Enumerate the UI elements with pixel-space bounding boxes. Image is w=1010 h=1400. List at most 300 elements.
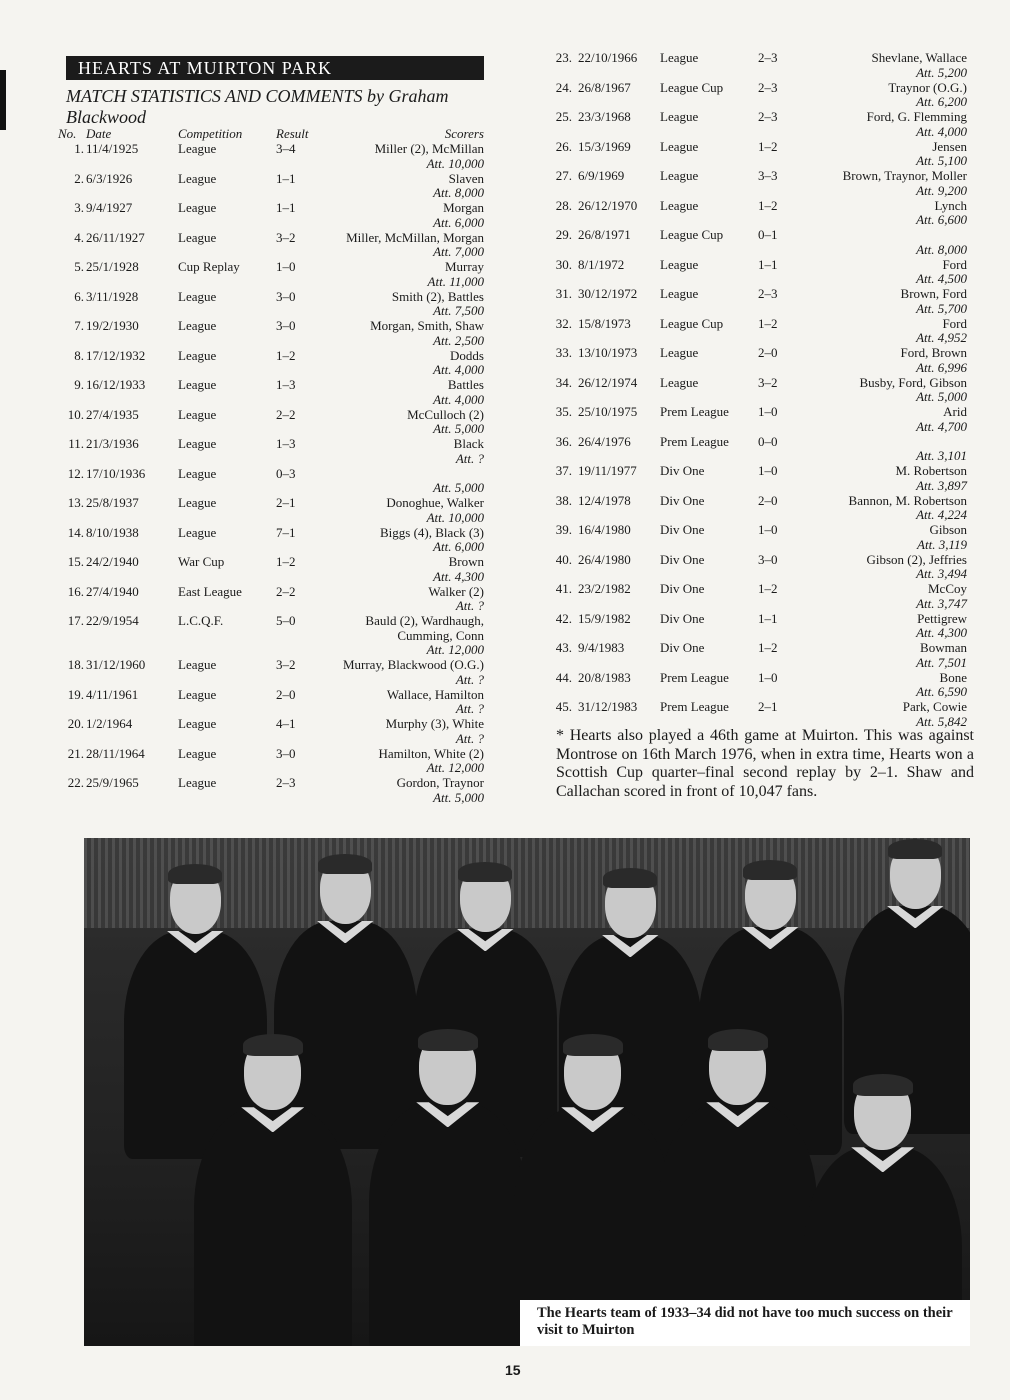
match-date: 25/9/1965 — [86, 775, 139, 791]
table-row — [58, 467, 488, 497]
match-number: 23. — [555, 50, 572, 65]
match-result: 1–1 — [276, 170, 296, 186]
match-attendance: Att. 4,000 — [433, 391, 484, 407]
match-result: 1–2 — [758, 197, 778, 213]
match-competition: League — [178, 170, 217, 186]
match-number: 37. — [555, 463, 572, 478]
match-date: 1/2/1964 — [86, 716, 133, 732]
match-attendance: Att. 9,200 — [916, 182, 967, 198]
match-number: 8. — [74, 347, 84, 363]
match-attendance: Att. 7,500 — [433, 303, 484, 319]
match-attendance: Att. 4,700 — [916, 418, 967, 434]
table-row — [58, 555, 488, 585]
match-number: 32. — [555, 315, 572, 331]
match-date: 16/12/1933 — [86, 377, 146, 392]
match-date: 20/8/1983 — [578, 669, 631, 685]
match-number: 4. — [74, 229, 84, 245]
match-date: 23/2/1982 — [578, 581, 631, 596]
match-attendance: Att. 2,500 — [433, 332, 484, 348]
match-scorers: Shevlane, Wallace — [871, 50, 967, 65]
match-attendance: Att. 4,300 — [433, 568, 484, 584]
match-date: 26/11/1927 — [86, 229, 145, 245]
match-attendance: Att. 6,590 — [916, 684, 967, 700]
match-result: 1–0 — [758, 404, 778, 419]
match-result: 2–2 — [276, 583, 296, 599]
match-competition: League — [660, 50, 699, 65]
page-edge-mark — [0, 70, 6, 130]
page-title: HEARTS AT MUIRTON PARK — [66, 56, 484, 80]
match-scorers: Arid — [943, 404, 967, 419]
match-competition: League — [178, 229, 217, 245]
table-row — [58, 437, 488, 467]
match-scorers: Walker (2) — [428, 583, 484, 599]
match-date: 30/12/1972 — [578, 286, 638, 301]
match-date: 19/2/1930 — [86, 318, 139, 333]
match-attendance: Att. 5,200 — [916, 64, 967, 80]
match-date: 9/4/1927 — [86, 200, 133, 215]
match-competition: League Cup — [660, 79, 724, 95]
match-number: 35. — [555, 404, 572, 419]
match-scorers: Pettigrew — [917, 610, 967, 626]
match-competition: Div One — [660, 463, 705, 478]
table-row — [548, 612, 970, 642]
header-date: Date — [86, 126, 112, 141]
table-row — [548, 199, 970, 229]
match-number: 43. — [555, 640, 572, 655]
match-number: 26. — [555, 138, 572, 154]
match-scorers: Smith (2), Battles — [391, 288, 484, 304]
match-attendance: Att. 11,000 — [427, 273, 484, 289]
match-result: 1–0 — [758, 463, 778, 478]
match-scorers: Brown, Ford — [900, 286, 967, 301]
match-attendance: Att. 3,101 — [916, 448, 967, 464]
match-competition: League — [178, 141, 217, 156]
match-attendance: Att. ? — [455, 671, 484, 687]
match-date: 23/3/1968 — [578, 109, 631, 124]
match-competition: League — [178, 495, 217, 510]
match-date: 27/4/1935 — [86, 406, 139, 422]
table-body-left — [58, 142, 488, 806]
photo-caption: The Hearts team of 1933–34 did not have too much success on their visit to Muirton — [537, 1305, 953, 1338]
table-row — [58, 378, 488, 408]
match-result: 1–2 — [758, 640, 778, 655]
match-attendance: Att. 6,000 — [433, 214, 484, 230]
match-number: 24. — [555, 79, 572, 95]
table-row — [58, 776, 488, 806]
match-result: 7–1 — [276, 524, 296, 540]
match-attendance: Att. 7,501 — [916, 654, 967, 670]
match-date: 31/12/1983 — [578, 699, 638, 714]
match-attendance: Att. 4,224 — [916, 507, 967, 523]
match-competition: Div One — [660, 551, 705, 567]
match-attendance: Att. 3,747 — [916, 595, 967, 611]
match-attendance: Att. 12,000 — [426, 760, 484, 776]
page-number: 15 — [505, 1362, 521, 1378]
match-scorers: Brown — [448, 554, 484, 569]
match-number: 13. — [67, 495, 84, 510]
match-scorers: Ford, Brown — [900, 345, 967, 360]
match-scorers: Dodds — [450, 347, 484, 363]
table-row — [58, 349, 488, 379]
table-row — [58, 172, 488, 202]
match-attendance: Att. 5,100 — [916, 153, 967, 169]
match-competition: Div One — [660, 640, 705, 655]
match-result: 3–3 — [758, 168, 778, 183]
match-number: 30. — [555, 256, 572, 272]
match-scorers: Morgan, Smith, Shaw — [370, 318, 484, 333]
match-attendance: Att. 5,000 — [433, 480, 484, 496]
match-scorers: Miller, McMillan, Morgan — [346, 229, 484, 245]
match-scorers-continued: Cumming, Conn — [397, 627, 484, 643]
match-number: 14. — [67, 524, 84, 540]
match-number: 10. — [67, 406, 84, 422]
match-competition: League — [178, 406, 217, 422]
match-result: 2–0 — [758, 345, 778, 360]
match-date: 17/10/1936 — [86, 465, 146, 481]
match-competition: League — [178, 347, 217, 363]
table-row — [548, 110, 970, 140]
match-date: 8/10/1938 — [86, 524, 139, 540]
match-date: 17/12/1932 — [86, 347, 146, 363]
match-competition: League — [178, 716, 217, 732]
article-subtitle: MATCH STATISTICS AND COMMENTS by Graham Blackwood — [66, 86, 449, 127]
match-attendance: Att. 5,000 — [916, 389, 967, 405]
match-date: 19/11/1977 — [578, 463, 637, 478]
match-competition: League — [660, 138, 699, 154]
match-attendance: Att. 8,000 — [433, 185, 484, 201]
footnote: * Hearts also played a 46th game at Muirton. This was against Montrose on 16th March 1976, when in extra time, Hearts won a Scottish Cup quarter–final second replay by 2–1. Shaw and Callachan scored in front of 10,047 fans. — [556, 727, 974, 800]
match-scorers: Morgan — [443, 200, 484, 215]
table-row — [548, 51, 970, 81]
match-scorers: Ford, G. Flemming — [866, 109, 967, 124]
match-competition: Prem League — [660, 699, 729, 714]
table-row — [58, 319, 488, 349]
match-date: 26/12/1974 — [578, 374, 638, 390]
table-row — [58, 658, 488, 688]
match-competition: Prem League — [660, 404, 729, 419]
match-date: 28/11/1964 — [86, 745, 145, 761]
match-result: 1–2 — [276, 554, 296, 569]
match-competition: League — [178, 524, 217, 540]
match-competition: League — [178, 200, 217, 215]
match-attendance: Att. 3,494 — [916, 566, 967, 582]
match-result: 1–2 — [758, 138, 778, 154]
table-row — [548, 317, 970, 347]
match-result: 3–2 — [758, 374, 778, 390]
match-competition: East League — [178, 583, 242, 599]
match-date: 27/4/1940 — [86, 583, 139, 599]
header-no: No. — [58, 126, 77, 141]
match-scorers: Bannon, M. Robertson — [848, 492, 967, 508]
header-competition: Competition — [178, 126, 243, 141]
match-attendance: Att. 3,119 — [917, 536, 967, 552]
match-scorers: Lynch — [934, 197, 967, 213]
match-attendance: Att. 4,000 — [433, 362, 484, 378]
table-row — [58, 688, 488, 718]
match-competition: League Cup — [660, 315, 724, 331]
match-scorers: Wallace, Hamilton — [386, 686, 484, 702]
match-number: 34. — [555, 374, 572, 390]
match-scorers: Park, Cowie — [902, 699, 967, 714]
table-row — [58, 717, 488, 747]
match-attendance: Att. ? — [455, 730, 484, 746]
match-number: 31. — [555, 286, 572, 301]
match-competition: League — [178, 377, 217, 392]
match-date: 26/4/1980 — [578, 551, 631, 567]
match-result: 2–3 — [276, 775, 296, 791]
match-result: 1–3 — [276, 436, 296, 451]
match-result: 3–2 — [276, 229, 296, 245]
match-table-right — [548, 51, 970, 730]
match-date: 22/9/1954 — [86, 613, 139, 628]
match-attendance: Att. 4,300 — [916, 625, 967, 641]
match-scorers: Gordon, Traynor — [396, 775, 484, 791]
match-scorers: Bone — [939, 669, 967, 685]
match-competition: Div One — [660, 492, 705, 508]
table-row — [58, 526, 488, 556]
match-scorers: Donoghue, Walker — [386, 495, 484, 510]
match-date: 25/1/1928 — [86, 259, 139, 274]
match-date: 13/10/1973 — [578, 345, 638, 360]
table-row — [548, 464, 970, 494]
match-date: 6/3/1926 — [86, 170, 133, 186]
match-scorers: Ford — [942, 315, 967, 331]
match-competition: League — [660, 374, 699, 390]
match-scorers: Jensen — [932, 138, 967, 154]
match-number: 7. — [74, 318, 84, 333]
match-date: 15/9/1982 — [578, 610, 631, 626]
match-result: 2–2 — [276, 406, 296, 422]
match-number: 29. — [555, 227, 572, 242]
match-competition: League — [178, 686, 217, 702]
match-number: 39. — [555, 522, 572, 537]
table-row — [548, 671, 970, 701]
table-row — [58, 747, 488, 777]
match-number: 42. — [555, 610, 572, 626]
match-date: 3/11/1928 — [86, 288, 139, 304]
match-competition: League — [178, 436, 217, 451]
match-result: 1–1 — [758, 256, 778, 272]
match-result: 2–0 — [276, 686, 296, 702]
match-result: 1–2 — [758, 315, 778, 331]
match-date: 21/3/1936 — [86, 436, 139, 451]
match-competition: Prem League — [660, 433, 729, 449]
match-date: 22/10/1966 — [578, 50, 638, 65]
match-competition: League — [660, 109, 699, 124]
match-attendance: Att. 4,500 — [916, 271, 967, 287]
match-result: 2–3 — [758, 79, 778, 95]
match-number: 16. — [67, 583, 84, 599]
match-number: 11. — [68, 436, 84, 451]
match-attendance: Att. 5,700 — [916, 300, 967, 316]
match-date: 26/12/1970 — [578, 197, 638, 213]
match-competition: Div One — [660, 581, 705, 596]
match-number: 5. — [74, 259, 84, 274]
table-row — [548, 641, 970, 671]
match-result: 1–3 — [276, 377, 296, 392]
match-scorers: Miller (2), McMillan — [374, 141, 484, 156]
match-result: 1–1 — [758, 610, 778, 626]
match-scorers: McCoy — [928, 581, 967, 596]
match-number: 1. — [74, 141, 84, 156]
match-result: 4–1 — [276, 716, 296, 732]
match-number: 17. — [67, 613, 84, 628]
match-competition: League — [178, 288, 217, 304]
match-competition: League — [660, 168, 699, 183]
match-result: 2–0 — [758, 492, 778, 508]
match-number: 20. — [67, 716, 84, 732]
match-attendance: Att. 4,000 — [916, 123, 967, 139]
match-result: 2–3 — [758, 109, 778, 124]
match-competition: League Cup — [660, 227, 724, 242]
match-attendance: Att. 12,000 — [426, 642, 484, 658]
match-date: 15/8/1973 — [578, 315, 631, 331]
match-result: 0–0 — [758, 433, 778, 449]
match-result: 1–2 — [276, 347, 296, 363]
match-result: 2–3 — [758, 286, 778, 301]
match-date: 9/4/1983 — [578, 640, 625, 655]
match-competition: League — [660, 345, 699, 360]
match-date: 6/9/1969 — [578, 168, 625, 183]
match-result: 3–0 — [276, 745, 296, 761]
match-number: 27. — [555, 168, 572, 183]
match-result: 1–1 — [276, 200, 296, 215]
table-row — [548, 494, 970, 524]
match-scorers: Black — [453, 436, 484, 451]
match-scorers: Bauld (2), Wardhaugh, — [365, 613, 484, 628]
match-attendance: Att. 6,000 — [433, 539, 484, 555]
match-result: 1–0 — [758, 522, 778, 537]
match-date: 25/8/1937 — [86, 495, 139, 510]
table-row — [548, 376, 970, 406]
match-date: 25/10/1975 — [578, 404, 638, 419]
match-date: 31/12/1960 — [86, 657, 146, 673]
match-result: 0–1 — [758, 227, 778, 242]
table-row — [548, 435, 970, 465]
match-date: 12/4/1978 — [578, 492, 631, 508]
match-number: 25. — [555, 109, 572, 124]
match-scorers: Murray, Blackwood (O.G.) — [342, 657, 484, 673]
match-scorers: Brown, Traynor, Moller — [842, 168, 967, 183]
match-result: 1–0 — [758, 669, 778, 685]
match-competition: Div One — [660, 610, 705, 626]
table-row — [548, 582, 970, 612]
match-scorers: Battles — [447, 377, 484, 392]
match-result: 3–2 — [276, 657, 296, 673]
table-row — [58, 585, 488, 615]
match-scorers: Bowman — [920, 640, 967, 655]
match-competition: League — [660, 256, 699, 272]
match-number: 19. — [67, 686, 84, 702]
table-row — [548, 169, 970, 199]
team-photo — [84, 838, 970, 1346]
match-attendance: Att. 8,000 — [916, 241, 967, 257]
match-date: 16/4/1980 — [578, 522, 631, 537]
match-number: 36. — [555, 433, 572, 449]
match-scorers: Hamilton, White (2) — [378, 745, 484, 761]
match-scorers: Traynor (O.G.) — [888, 79, 967, 95]
match-scorers: M. Robertson — [895, 463, 967, 478]
match-scorers: Murphy (3), White — [385, 716, 484, 732]
match-number: 15. — [67, 554, 84, 569]
table-row — [548, 523, 970, 553]
match-number: 44. — [555, 669, 572, 685]
match-number: 18. — [67, 657, 84, 673]
match-competition: League — [178, 465, 217, 481]
match-number: 21. — [67, 745, 84, 761]
table-body-right — [548, 51, 970, 730]
match-scorers: Busby, Ford, Gibson — [859, 374, 967, 390]
table-row — [58, 201, 488, 231]
match-number: 41. — [555, 581, 572, 596]
match-competition: League — [178, 657, 217, 673]
table-row — [58, 260, 488, 290]
table-row — [548, 700, 970, 730]
match-attendance: Att. 6,600 — [916, 212, 967, 228]
match-result: 3–0 — [276, 288, 296, 304]
match-scorers: Slaven — [448, 170, 484, 186]
table-row — [58, 408, 488, 438]
header-scorers: Scorers — [444, 126, 484, 141]
match-attendance: Att. 5,000 — [433, 421, 484, 437]
match-result: 3–4 — [276, 141, 296, 156]
match-number: 2. — [74, 170, 84, 186]
table-row — [58, 142, 488, 172]
match-attendance: Att. 5,000 — [433, 789, 484, 805]
match-attendance: Att. 4,952 — [916, 330, 967, 346]
match-competition: League — [660, 197, 699, 213]
match-scorers: McCulloch (2) — [407, 406, 484, 422]
match-date: 11/4/1925 — [86, 141, 139, 156]
match-number: 45. — [555, 699, 572, 714]
match-number: 12. — [67, 465, 84, 481]
match-attendance: Att. ? — [455, 701, 484, 717]
match-result: 3–0 — [758, 551, 778, 567]
match-attendance: Att. ? — [455, 450, 484, 466]
match-result: 0–3 — [276, 465, 296, 481]
table-row — [548, 228, 970, 258]
table-row — [548, 553, 970, 583]
match-number: 9. — [74, 377, 84, 392]
match-date: 24/2/1940 — [86, 554, 139, 569]
match-competition: War Cup — [178, 554, 225, 569]
match-result: 1–0 — [276, 259, 296, 274]
match-result: 2–3 — [758, 50, 778, 65]
match-date: 15/3/1969 — [578, 138, 631, 154]
match-attendance: Att. 6,996 — [916, 359, 967, 375]
match-scorers: Biggs (4), Black (3) — [380, 524, 484, 540]
match-number: 28. — [555, 197, 572, 213]
match-result: 5–0 — [276, 613, 296, 628]
match-result: 1–2 — [758, 581, 778, 596]
table-row — [548, 140, 970, 170]
match-competition: League — [178, 318, 217, 333]
match-attendance: Att. ? — [455, 598, 484, 614]
table-row — [548, 405, 970, 435]
table-row — [58, 231, 488, 261]
match-attendance: Att. 10,000 — [426, 509, 484, 525]
match-attendance: Att. 5,842 — [916, 713, 967, 729]
match-scorers: Gibson — [929, 522, 967, 537]
match-result: 2–1 — [758, 699, 778, 714]
match-date: 8/1/1972 — [578, 256, 625, 272]
match-number: 40. — [555, 551, 572, 567]
match-scorers: Ford — [942, 256, 967, 272]
match-date: 26/8/1971 — [578, 227, 631, 242]
match-competition: Prem League — [660, 669, 729, 685]
match-number: 22. — [67, 775, 84, 791]
match-number: 33. — [555, 345, 572, 360]
